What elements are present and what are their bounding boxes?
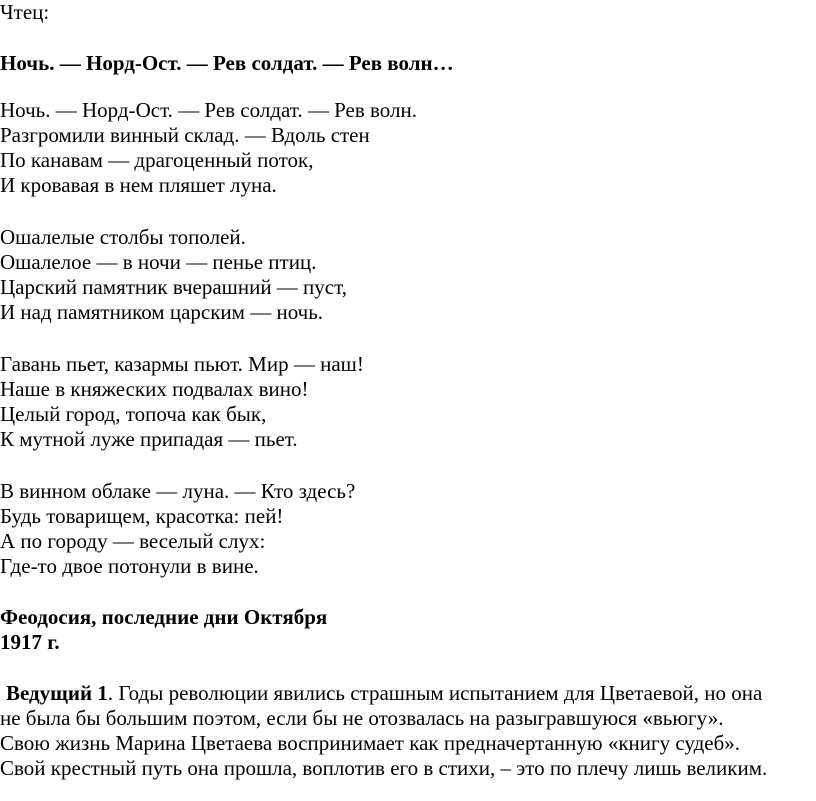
poem-line: Ошалелые столбы тополей. [0,225,246,249]
poem-line: К мутной луже припадая — пьет. [0,427,298,451]
presenter-line: Свою жизнь Марина Цветаева воспринимает как предначертанную «книгу судеб». [0,731,741,755]
poem-line: Гавань пьет, казармы пьют. Мир — наш! [0,352,364,376]
presenter-line: не была бы большим поэтом, если бы не отозвалась на разыгравшуюся «вьюгу». [0,706,724,730]
speaker-label: Чтец: [0,0,50,24]
poem-line: Ночь. — Норд-Ост. — Рев солдат. — Рев волн. [0,98,417,122]
poem-line: В винном облаке — луна. — Кто здесь? [0,479,356,503]
poem-line: И кровавая в нем пляшет луна. [0,173,277,197]
presenter-label: Ведущий 1 [6,681,108,705]
poem-line: Разгромили винный склад. — Вдоль стен [0,123,370,147]
poem-line: Будь товарищем, красотка: пей! [0,504,284,528]
signature-place: Феодосия, последние дни Октября [0,605,328,629]
poem-line: Где-то двое потонули в вине. [0,554,259,578]
poem-line: Ошалелое — в ночи — пенье птиц. [0,250,317,274]
poem-line: А по городу — веселый слух: [0,529,266,553]
poem-line: Царский памятник вчерашний — пуст, [0,275,347,299]
signature-year: 1917 г. [0,630,60,654]
presenter-text: . Годы революции явились страшным испытанием для Цветаевой, но она [107,681,763,705]
presenter-line-1 [6,681,762,707]
poem-line: Целый город, топоча как бык, [0,402,267,426]
poem-line: И над памятником царским — ночь. [0,300,324,324]
poem-line: По канавам — драгоценный поток, [0,148,314,172]
poem-title: Ночь. — Норд-Ост. — Рев солдат. — Рев волн… [0,51,454,75]
poem-line: Наше в княжеских подвалах вино! [0,377,309,401]
presenter-line: Свой крестный путь она прошла, воплотив его в стихи, – это по плечу лишь великим. [0,756,768,780]
